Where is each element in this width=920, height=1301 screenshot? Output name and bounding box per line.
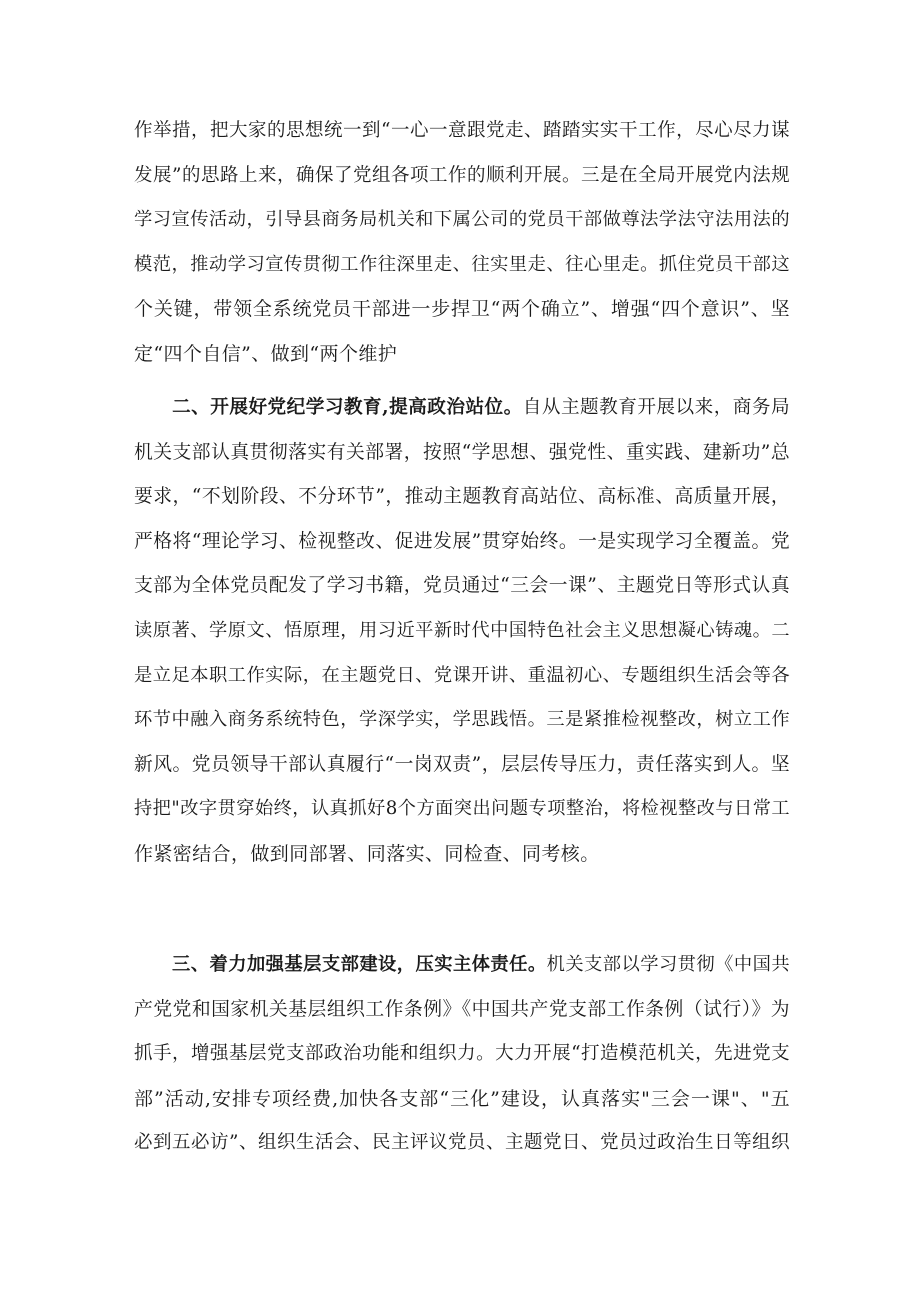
text-line: 抓手，增强基层党支部政治功能和组织力。大力开展“打造模范机关，先进党支 bbox=[134, 1043, 790, 1065]
text-line: 必到五必访”、组织生活会、民主评议党员、主题党日、党员过政治生日等组织 bbox=[134, 1132, 790, 1154]
text-line: 环节中融入商务系统特色，学深学实，学思践悟。三是紧推检视整改，树立工作 bbox=[134, 709, 790, 731]
text-line: 机关支部认真贯彻落实有关部署，按照“学思想、强党性、重实践、建新功”总 bbox=[134, 441, 790, 463]
text-line: 学习宣传活动，引导县商务局机关和下属公司的党员干部做尊法学法守法用法的 bbox=[134, 209, 790, 231]
heading-continuation: 机关支部以学习贯彻《中国共 bbox=[546, 954, 791, 975]
text-line: 定“四个自信”、做到“两个维护 bbox=[134, 342, 398, 365]
text-line: 持把"改字贯穿始终，认真抓好8个方面突出问题专项整治，将检视整改与日常工 bbox=[134, 798, 790, 820]
text-line: 产党党和国家机关基层组织工作条例》《中国共产党支部工作条例（试行）》为 bbox=[134, 998, 790, 1020]
text-line: 个关键，带领全系统党员干部进一步捍卫“两个确立”、增强“四个意识”、坚 bbox=[134, 298, 790, 321]
text-line: 作紧密结合，做到同部署、同落实、同检查、同考核。 bbox=[134, 842, 600, 865]
paragraph-2 bbox=[134, 386, 790, 877]
text-line: 新风。党员领导干部认真履行“一岗双责”，层层传导压力，责任落实到人。坚 bbox=[134, 753, 790, 775]
paragraph-1 bbox=[134, 109, 790, 377]
text-line: 严格将“理论学习、检视整改、促进发展”贯穿始终。一是实现学习全覆盖。党 bbox=[134, 530, 790, 552]
text-line: 读原著、学原文、悟原理，用习近平新时代中国特色社会主义思想凝心铸魂。二 bbox=[134, 619, 790, 641]
text-line: 部”活动,安排专项经费,加快各支部“三化”建设，认真落实"三会一课"、"五 bbox=[134, 1087, 790, 1110]
heading-continuation: 自从主题教育开展以来，商务局 bbox=[522, 397, 791, 418]
section-heading: 二、开展好党纪学习教育,提高政治站位。 bbox=[172, 397, 523, 418]
text-line: 模范，推动学习宣传贯彻工作往深里走、往实里走、往心里走。抓住党员干部这 bbox=[134, 253, 790, 275]
text-line: 发展”的思路上来，确保了党组各项工作的顺利开展。三是在全局开展党内法规 bbox=[134, 164, 790, 186]
text-line-first bbox=[134, 386, 790, 431]
text-line-first bbox=[134, 943, 790, 988]
text-line: 作举措，把大家的思想统一到“一心一意跟党走、踏踏实实干工作，尽心尽力谋 bbox=[134, 120, 790, 141]
text-line: 是立足本职工作实际，在主题党日、党课开讲、重温初心、专题组织生活会等各 bbox=[134, 664, 790, 686]
text-line: 要求，“不划阶段、不分环节”，推动主题教育高站位、高标准、高质量开展， bbox=[134, 486, 790, 508]
section-heading: 三、着力加强基层支部建设，压实主体责任。 bbox=[172, 954, 547, 975]
text-line: 支部为全体党员配发了学习书籍，党员通过“三会一课”、主题党日等形式认真 bbox=[134, 575, 790, 597]
paragraph-3 bbox=[134, 943, 790, 1166]
